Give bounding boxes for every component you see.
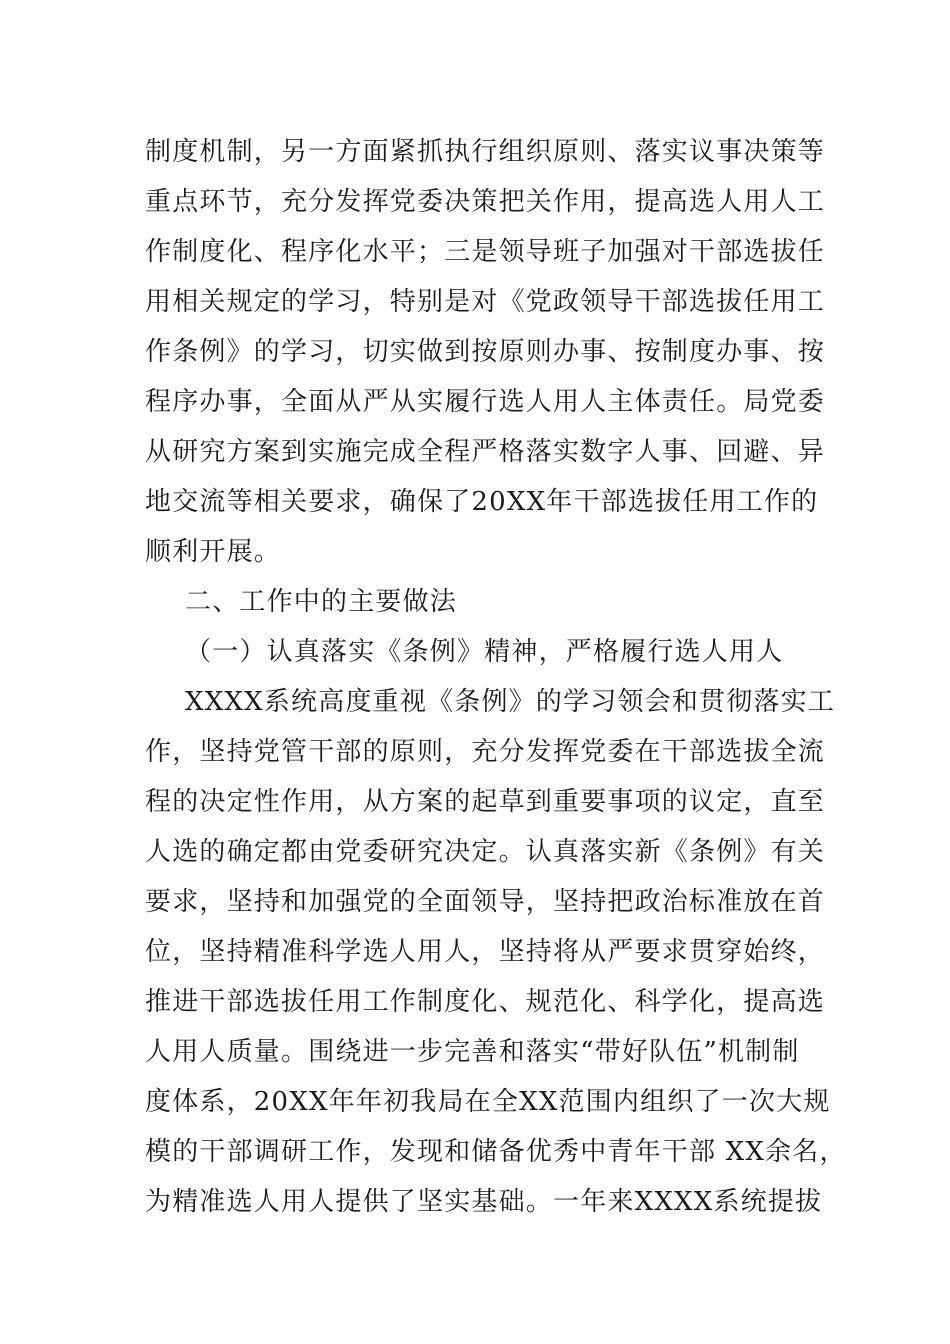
subsection-heading: （一）认真落实《条例》精神，严格履行选人用人: [185, 637, 784, 667]
paragraph-line: 重点环节，充分发挥党委决策把关作用，提高选人用人工: [145, 187, 826, 217]
paragraph-line: 人选的确定都由党委研究决定。认真落实新《条例》有关: [145, 837, 826, 867]
paragraph-line: XXXX系统高度重视《条例》的学习领会和贯彻落实工: [185, 687, 836, 717]
paragraph-line: 人用人质量。围绕进一步完善和落实“带好队伍”机制制: [145, 1037, 800, 1067]
paragraph-line: 作条例》的学习，切实做到按原则办事、按制度办事、按: [145, 337, 826, 367]
paragraph-line: 程序办事，全面从严从实履行选人用人主体责任。局党委: [145, 387, 826, 417]
paragraph-line: 模的干部调研工作，发现和储备优秀中青年干部 XX余名，: [145, 1137, 847, 1167]
paragraph-line: 作制度化、程序化水平；三是领导班子加强对干部选拔任: [145, 237, 826, 267]
paragraph-line: 制度机制，另一方面紧抓执行组织原则、落实议事决策等: [145, 137, 826, 167]
paragraph-line: 地交流等相关要求，确保了20XX年干部选拔任用工作的: [145, 487, 819, 517]
paragraph-line: 程的决定性作用，从方案的起草到重要事项的议定，直至: [145, 787, 826, 817]
paragraph-line: 顺利开展。: [145, 537, 282, 567]
paragraph-line: 位，坚持精准科学选人用人，坚持将从严要求贯穿始终，: [145, 937, 826, 967]
paragraph-line: 要求，坚持和加强党的全面领导，坚持把政治标准放在首: [145, 887, 826, 917]
paragraph-line: 为精准选人用人提供了坚实基础。一年来XXXX系统提拔: [145, 1187, 823, 1217]
paragraph-line: 用相关规定的学习，特别是对《党政领导干部选拔任用工: [145, 287, 826, 317]
paragraph-line: 推进干部选拔任用工作制度化、规范化、科学化，提高选: [145, 987, 826, 1017]
paragraph-line: 从研究方案到实施完成全程严格落实数字人事、回避、异: [145, 437, 826, 467]
paragraph-line: 作，坚持党管干部的原则，充分发挥党委在干部选拔全流: [145, 737, 826, 767]
paragraph-line: 度体系，20XX年年初我局在全XX范围内组织了一次大规: [145, 1087, 831, 1117]
section-heading: 二、工作中的主要做法: [185, 587, 458, 617]
